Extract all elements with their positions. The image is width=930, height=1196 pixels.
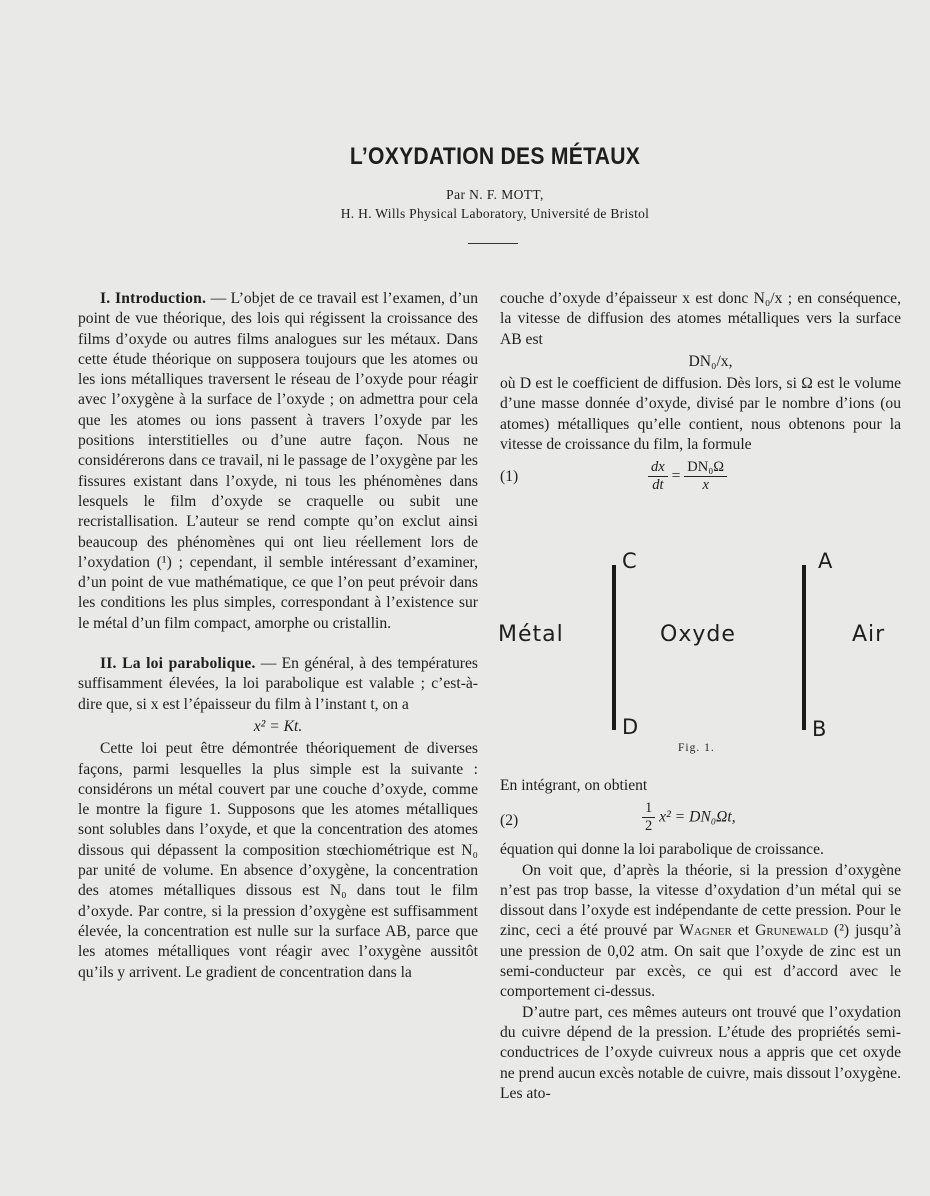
equation-flux: DN₀/x, (688, 352, 733, 370)
paragraph-derivation: Cette loi peut être démontrée théoriquement de diverses façons, parmi lesquelles la plus simple est la suivante : considérons un métal couvert par une couche d’oxyde, comme le montre la figure 1. Supposons que les atomes métalliques sont solubles dans l’oxyde, et que la concentration des atomes dissous qui dépassent la composition stœchiométrique est N₀ par unité de volume. En absence d’oxygène, la concentration des atomes métalliques dissous est N₀ dans tout le film d’oxyde. Par contre, si la pression d’oxygène est suffisamment élevée, la concentration est nulle sur la surface AB, parce que les atomes métalliques vont réagir avec l’oxygène aussitôt qu’ils y arrivent. Le gradient de concentration dans la (78, 740, 478, 981)
equation-1-lhs: $\frac{dx}{dt}$ (648, 459, 668, 494)
interface-line-ab (802, 565, 806, 730)
intro-text: — L’objet de ce travail est l’examen, d’un point de vue théorique, des lois qui régissent la croissance des films d’oxyde ou autres films analogues sur les métaux. Dans cette étude théorique on supposera toujours que les atomes ou les ions métalliques traversent le réseau de l’oxyde pour réagir avec l’oxygène à la surface de l’oxyde ; on admettra pour cela que les atomes ou ions passent à travers l’oxyde par les positions interstitielles ou d’une autre façon. Nous ne considérerons dans ce travail, ni le passage de l’oxygène par les fissures existant dans l’oxyde, ni tous les phénomènes dans lesquels le film d’oxyde se craquelle ou subit une recristallisation. L’auteur se rend compte qu’on exclut ainsi beaucoup des phénomènes qui ont lieu réellement lors de l’oxydation (¹) ; cependant, il semble intéressant d’examiner, d’un point de vue mathématique, ce que l’on peut prévoir dans les conditions les plus simples, correspondant à l’existence sur le métal d’un film compact, amorphe ou cristallin. (78, 290, 478, 632)
paragraph-gradient: couche d’oxyde d’épaisseur x est donc N₀/x ; en conséquence, la vitesse de diffusion des atomes métalliques vers la surface AB est (500, 290, 901, 348)
paragraph-diffusion: où D est le coefficient de diffusion. Dès lors, si Ω est le volume d’une masse donnée d’oxyde, divisé par le nombre d’ions (ou atomes) métalliques qu’elle contient, nous obtenons pour la vitesse de croissance du film, la formule (500, 375, 901, 454)
figure-1-diagram (498, 545, 908, 754)
equation-2-rest: x² = DN₀Ωt, (659, 808, 736, 826)
equation-2-number: (2) (500, 812, 519, 830)
paragraph-parabolic-result: équation qui donne la loi parabolique de croissance. (500, 841, 824, 859)
equation-1-number: (1) (500, 468, 519, 486)
label-air: Air (852, 622, 886, 647)
paragraph-copper: D’autre part, ces mêmes auteurs ont trouvé que l’oxydation du cuivre dépend de la pression. L’étude des propriétés semi-conductrices de l’oxyde cuivreux nous a appris que cet oxyde ne prend aucun excès notable de cuivre, mais dissout l’oxygène. Les ato- (500, 1003, 901, 1102)
author-byline: Par N. F. MOTT, (446, 187, 544, 202)
section2-text: — En général, à des températures suffisamment élevées, la loi parabolique est valable ; c’est-à-dire que, si x est l’épaisseur du film à l’instant t, on a (78, 655, 478, 713)
author-affiliation: H. H. Wills Physical Laboratory, Université de Bristol (340, 206, 650, 221)
label-b: B (812, 717, 828, 741)
label-metal: Métal (498, 622, 564, 647)
label-oxide: Oxyde (660, 622, 736, 647)
equation-1: (1) $\frac{dx}{dt}$ = $\frac{\text{DN₀Ω}}{x}$ (500, 459, 901, 493)
section-heading-parabolic-law: II. La loi parabolique. (100, 655, 256, 673)
label-a: A (818, 549, 834, 573)
author-grunewald: Grunewald (755, 922, 829, 940)
right-column-bottom (500, 776, 901, 1104)
equation-kt: x² = Kt. (253, 717, 303, 735)
figure-caption: Fig. 1. (678, 742, 715, 754)
label-d: D (622, 715, 640, 739)
left-column (78, 289, 478, 983)
equation-1-rhs: $\frac{\text{DN₀Ω}}{x}$ (684, 459, 727, 494)
intro-paragraph (78, 289, 478, 634)
equation-2-half: $\frac{1}{2}$ (642, 800, 655, 835)
author-wagner: Wagner (679, 922, 732, 940)
section2-paragraph (78, 654, 478, 715)
section-heading-introduction: I. Introduction. (100, 290, 207, 307)
right-column-top (500, 289, 901, 493)
equation-2 (500, 800, 901, 840)
paragraph-zinc: On voit que, d’après la théorie, si la pression d’oxygène n’est pas trop basse, la vitesse d’oxydation d’un métal qui se dissout dans l’oxyde est indépendante de cette pression. Pour le zinc, ceci a été prouvé par Wagner et Grunewald (²) jusqu’à une pression de 0,02 atm. On sait que l’oxyde de zinc est un semi-conducteur par excès, ce qui est d’accord avec le comportement ci-dessus. (500, 861, 901, 1001)
article-title: L’OXYDATION DES MÉTAUX (349, 143, 641, 170)
paragraph-integration: En intégrant, on obtient (500, 777, 648, 794)
title-divider (468, 243, 518, 244)
interface-line-cd (612, 565, 616, 730)
label-c: C (622, 549, 638, 573)
